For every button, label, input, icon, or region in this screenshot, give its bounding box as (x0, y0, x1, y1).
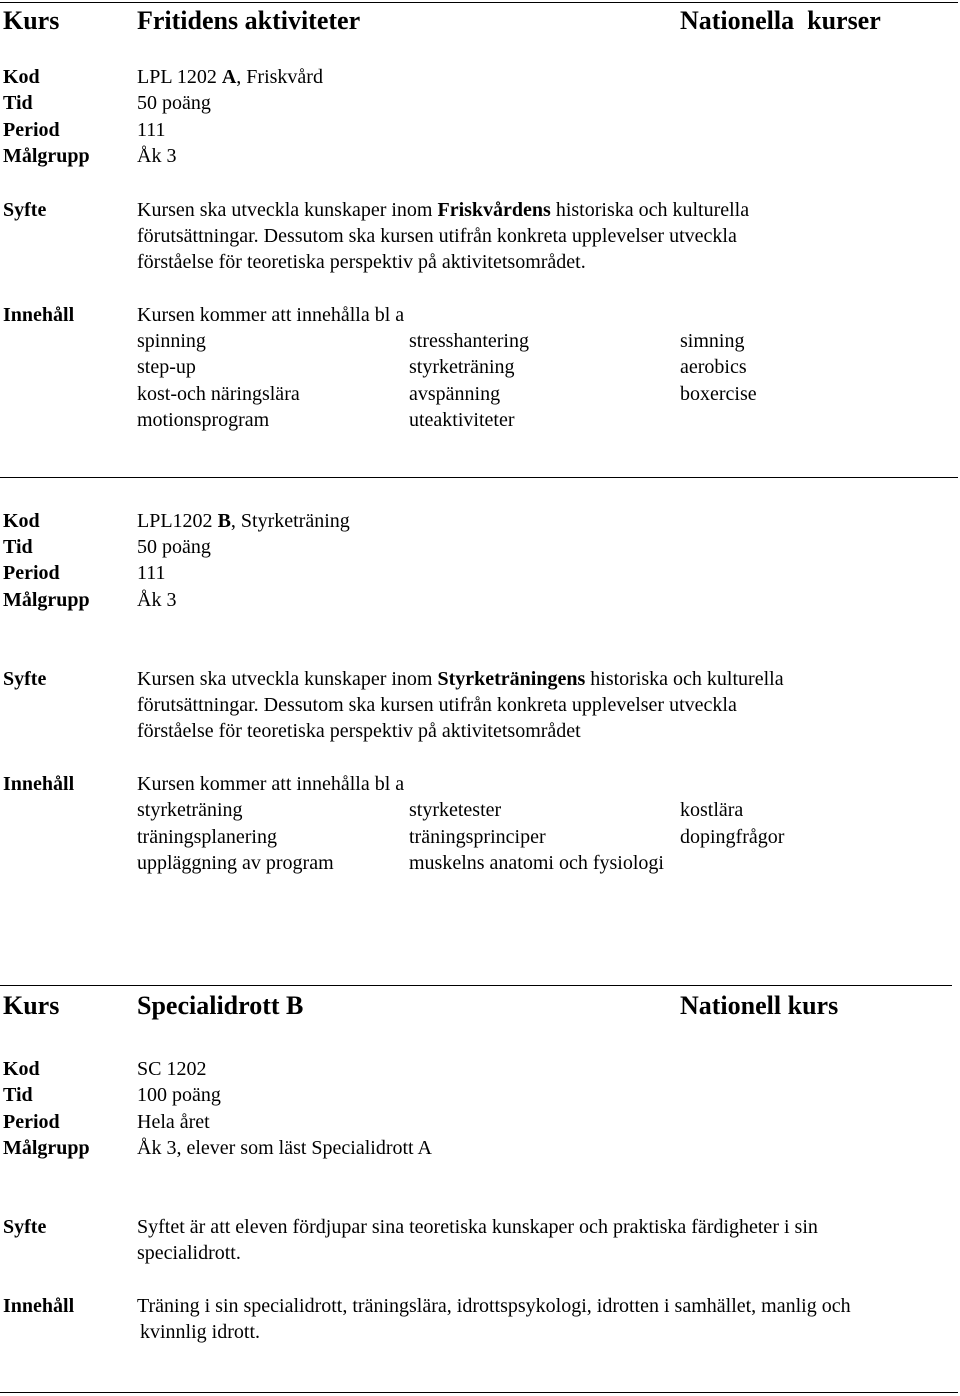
tid-value: 50 poäng (137, 536, 211, 558)
syfte-line-3: förståelse för teoretiska perspektiv på aktivitetsområdet. (137, 251, 586, 273)
malgrupp-value: Åk 3 (137, 145, 177, 167)
course-title: Specialidrott B (137, 991, 304, 1020)
syfte-line-1: Syftet är att eleven fördjupar sina teoretiska kunskaper och praktiska färdigheter i sin (137, 1216, 818, 1238)
tid-label: Tid (3, 536, 33, 558)
innehall-label: Innehåll (3, 1295, 75, 1317)
kod-label: Kod (3, 1058, 40, 1080)
period-value: 111 (137, 562, 166, 584)
malgrupp-value: Åk 3 (137, 589, 177, 611)
kod-label: Kod (3, 510, 40, 532)
course-title: Fritidens aktiviteter (137, 6, 361, 35)
content-item: träningsprinciper (409, 826, 546, 848)
innehall-intro: Kursen kommer att innehålla bl a (137, 773, 405, 795)
section-divider (0, 477, 958, 478)
tid-label: Tid (3, 92, 33, 114)
content-item: stresshantering (409, 330, 529, 352)
content-item: motionsprogram (137, 409, 270, 431)
syfte-label: Syfte (3, 668, 47, 690)
top-rule (0, 2, 958, 3)
innehall-label: Innehåll (3, 304, 75, 326)
period-value: Hela året (137, 1111, 210, 1133)
tid-label: Tid (3, 1084, 33, 1106)
course-type: Nationella kurser (680, 6, 881, 35)
malgrupp-label: Målgrupp (3, 589, 90, 611)
syfte-line-2: förutsättningar. Dessutom ska kursen utifrån konkreta upplevelser utveckla (137, 225, 737, 247)
content-item: aerobics (680, 356, 747, 378)
syfte-label: Syfte (3, 199, 47, 221)
syfte-line-2: specialidrott. (137, 1242, 241, 1264)
syfte-label: Syfte (3, 1216, 47, 1238)
content-item: dopingfrågor (680, 826, 785, 848)
content-item: step-up (137, 356, 196, 378)
kod-value: LPL 1202 A, Friskvård (137, 66, 323, 88)
content-item: styrketräning (137, 799, 243, 821)
content-item: träningsplanering (137, 826, 277, 848)
malgrupp-label: Målgrupp (3, 145, 90, 167)
content-item: kost-och näringslära (137, 383, 300, 405)
tid-value: 50 poäng (137, 92, 211, 114)
period-label: Period (3, 119, 60, 141)
innehall-intro: Kursen kommer att innehålla bl a (137, 304, 405, 326)
content-item: uteaktiviteter (409, 409, 515, 431)
tid-value: 100 poäng (137, 1084, 221, 1106)
content-item: spinning (137, 330, 206, 352)
content-item: avspänning (409, 383, 501, 405)
content-item: styrketräning (409, 356, 515, 378)
bottom-rule (0, 1392, 958, 1393)
kurs-label: Kurs (3, 6, 60, 35)
content-item: kostlära (680, 799, 744, 821)
period-label: Period (3, 1111, 60, 1133)
period-value: 111 (137, 119, 166, 141)
syfte-line-2: förutsättningar. Dessutom ska kursen utifrån konkreta upplevelser utveckla (137, 694, 737, 716)
period-label: Period (3, 562, 60, 584)
content-item: boxercise (680, 383, 757, 405)
malgrupp-value: Åk 3, elever som läst Specialidrott A (137, 1137, 432, 1159)
course-type: Nationell kurs (680, 991, 839, 1020)
kod-value: SC 1202 (137, 1058, 207, 1080)
kurs-label: Kurs (3, 991, 60, 1020)
innehall-line-2: kvinnlig idrott. (140, 1321, 260, 1343)
syfte-line-3: förståelse för teoretiska perspektiv på aktivitetsområdet (137, 720, 581, 742)
malgrupp-label: Målgrupp (3, 1137, 90, 1159)
syfte-line-1: Kursen ska utveckla kunskaper inom Friskvårdens historiska och kulturella (137, 199, 750, 221)
syfte-line-1: Kursen ska utveckla kunskaper inom Styrketräningens historiska och kulturella (137, 668, 784, 690)
innehall-label: Innehåll (3, 773, 75, 795)
kod-value: LPL1202 B, Styrketräning (137, 510, 350, 532)
content-item: simning (680, 330, 745, 352)
section-divider (0, 985, 952, 986)
kod-label: Kod (3, 66, 40, 88)
content-item: styrketester (409, 799, 502, 821)
innehall-line-1: Träning i sin specialidrott, träningslära, idrottspsykologi, idrotten i samhället, manlig och (137, 1295, 851, 1317)
content-item: uppläggning av program (137, 852, 334, 874)
content-item: muskelns anatomi och fysiologi (409, 852, 664, 874)
